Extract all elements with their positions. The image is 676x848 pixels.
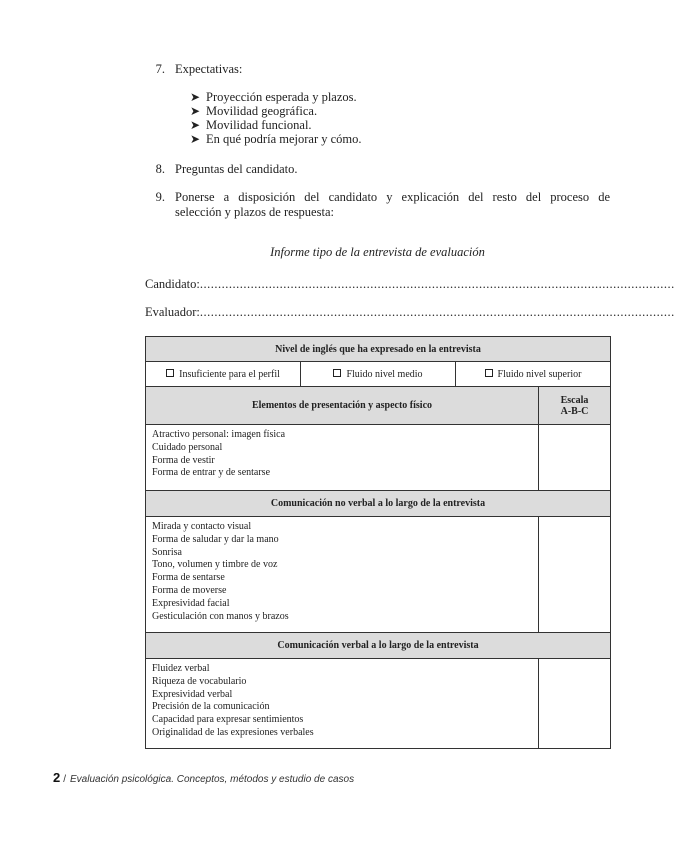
- list-item: Cuidado personal: [152, 441, 223, 453]
- list-item: Forma de entrar y de sentarse: [152, 467, 271, 479]
- list-item: Expresividad verbal: [152, 688, 233, 700]
- evaluator-field: [145, 305, 675, 320]
- section-items-nonverbal: [146, 517, 539, 633]
- form-title: Informe tipo de la entrevista de evaluación: [270, 245, 485, 259]
- list-item: Capacidad para expresar sentimientos: [152, 714, 304, 726]
- section-header-nonverbal: Comunicación no verbal a lo largo de la entrevista: [146, 491, 611, 517]
- list-item: Expresividad facial: [152, 597, 230, 609]
- english-option-medium: Fluido nivel medio: [301, 362, 456, 387]
- english-option-insufficient: Insuficiente para el perfil: [146, 362, 301, 387]
- fill-in-dots: ...................................................................................................................................: [199, 305, 675, 319]
- arrow-bullet-icon: ➤: [190, 104, 201, 118]
- list-item: Forma de moverse: [152, 584, 227, 596]
- evaluator-label: Evaluador:: [145, 305, 200, 319]
- evaluation-table: [145, 336, 611, 749]
- list-item: Forma de saludar y dar la mano: [152, 533, 279, 545]
- english-level-header: Nivel de inglés que ha expresado en la entrevista: [146, 337, 611, 362]
- item-text-line2: selección y plazos de respuesta:: [175, 205, 334, 219]
- arrow-bullet-icon: ➤: [190, 132, 201, 146]
- page-number: 2: [53, 770, 61, 785]
- section-header-verbal: Comunicación verbal a lo largo de la entrevista: [146, 633, 611, 659]
- bullet-item: ➤ En qué podría mejorar y cómo.: [190, 132, 362, 146]
- scale-cell: [539, 517, 611, 633]
- item-number: 7.: [155, 62, 165, 76]
- item-number: 8.: [155, 162, 165, 176]
- section-items-verbal: [146, 659, 539, 749]
- list-item: Sonrisa: [152, 546, 182, 558]
- list-item: Riqueza de vocabulario: [152, 675, 247, 687]
- section-header-presentation: Elementos de presentación y aspecto físico: [146, 387, 539, 425]
- checkbox-icon: [485, 369, 493, 377]
- item-number: 9.: [155, 190, 165, 204]
- fill-in-dots: ...................................................................................................................................: [199, 277, 675, 291]
- list-item: Fluidez verbal: [152, 663, 210, 674]
- scale-cell: [539, 425, 611, 491]
- candidate-label: Candidato:: [145, 277, 200, 291]
- item-text: Preguntas del candidato.: [175, 162, 298, 176]
- arrow-bullet-icon: ➤: [190, 118, 201, 132]
- english-option-superior: Fluido nivel superior: [456, 362, 611, 387]
- list-item: Precisión de la comunicación: [152, 701, 270, 713]
- list-item: Forma de vestir: [152, 454, 215, 466]
- bullet-item: ➤ Movilidad funcional.: [190, 118, 312, 132]
- scale-cell: [539, 659, 611, 749]
- list-item: Forma de sentarse: [152, 572, 225, 584]
- footer-separator: /: [63, 774, 67, 785]
- scale-header: Escala A-B-C: [539, 387, 611, 425]
- checkbox-icon: [166, 369, 174, 377]
- arrow-bullet-icon: ➤: [190, 90, 201, 104]
- checkbox-icon: [333, 369, 341, 377]
- bullet-item: ➤ Proyección esperada y plazos.: [190, 90, 357, 104]
- list-item: Tono, volumen y timbre de voz: [152, 559, 278, 571]
- book-title: Evaluación psicológica. Conceptos, métodos y estudio de casos: [70, 774, 355, 785]
- list-item: Mirada y contacto visual: [152, 521, 252, 532]
- section-items-presentation: [146, 425, 539, 491]
- candidate-field: [145, 277, 675, 292]
- page-footer: [53, 770, 354, 785]
- list-item: Gesticulación con manos y brazos: [152, 610, 289, 622]
- item-text: Expectativas:: [175, 62, 243, 76]
- list-item: Atractivo personal: imagen física: [152, 429, 286, 440]
- bullet-item: ➤ Movilidad geográfica.: [190, 104, 318, 118]
- list-item: Originalidad de las expresiones verbales: [152, 726, 314, 738]
- item-text-line1: Ponerse a disposición del candidato y explicación del resto del proceso de: [175, 190, 610, 204]
- expectations-bullet-list: [190, 90, 362, 146]
